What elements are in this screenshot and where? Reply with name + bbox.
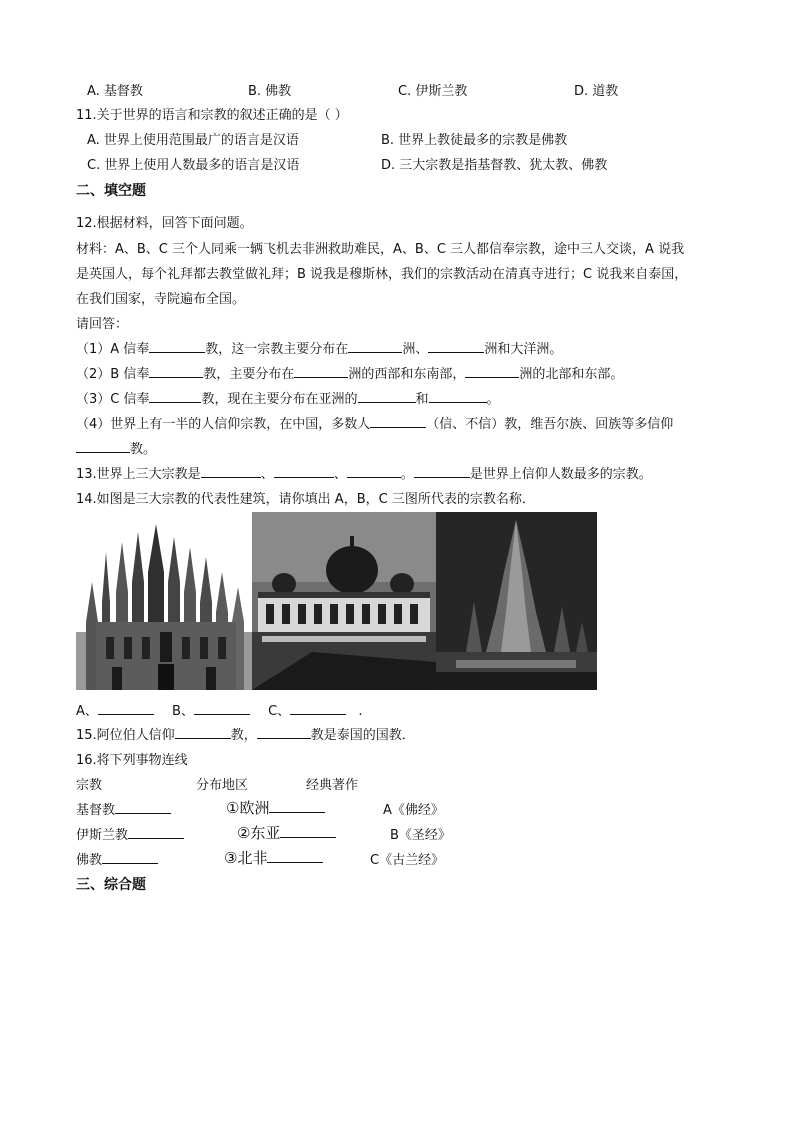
blank[interactable]: [201, 465, 261, 478]
q11-stem: 11.关于世界的语言和宗教的叙述正确的是（ ）: [76, 108, 348, 123]
blank[interactable]: [267, 850, 323, 863]
blank-a[interactable]: [98, 702, 154, 715]
blank[interactable]: [414, 465, 470, 478]
q10-option-c: C. 伊斯兰教: [398, 84, 468, 99]
q16-row1-religion: 基督教: [76, 799, 171, 818]
q12-part3: （3）C 信奉 教，现在主要分布在亚洲的 和 。: [76, 392, 500, 407]
q16-row2-religion: 伊斯兰教: [76, 824, 184, 843]
q16-row3-classic: C《古兰经》: [370, 853, 445, 868]
q14-stem: 14.如图是三大宗教的代表性建筑，请你填出 A，B，C 三图所代表的宗教名称．: [76, 492, 535, 507]
blank[interactable]: [115, 801, 171, 814]
blank[interactable]: [428, 340, 484, 353]
q10-option-b: B. 佛教: [248, 84, 292, 99]
blank[interactable]: [257, 726, 311, 739]
q12-part1: （1）A 信奉 教，这一宗教主要分布在 洲、 洲和大洋洲。: [76, 342, 563, 357]
q16-row2-classic: B《圣经》: [390, 828, 451, 843]
blank[interactable]: [128, 826, 184, 839]
q12-part2: （2）B 信奉 教，主要分布在 洲的西部和东南部， 洲的北部和东部。: [76, 367, 624, 382]
blank-c[interactable]: [290, 702, 346, 715]
q12-prompt: 请回答：: [76, 317, 129, 332]
q10-option-d: D. 道教: [574, 84, 619, 99]
blank[interactable]: [429, 390, 487, 403]
blank[interactable]: [76, 440, 130, 453]
blank[interactable]: [149, 390, 201, 403]
q16-row2-region: ②东亚: [237, 822, 336, 843]
blank[interactable]: [370, 415, 426, 428]
q12-stem: 12.根据材料，回答下面问题。: [76, 216, 253, 231]
q11-option-b: B. 世界上教徒最多的宗教是佛教: [381, 133, 568, 148]
cathedral-photo: [76, 512, 252, 690]
blank[interactable]: [269, 800, 325, 813]
q11-option-d: D. 三大宗教是指基督教、犹太教、佛教: [381, 158, 608, 173]
q10-option-a: A. 基督教: [87, 84, 143, 99]
q15: 15.阿位伯人信仰 教， 教是泰国的国教．: [76, 728, 415, 743]
blank[interactable]: [348, 340, 402, 353]
q16-row1-region: ①欧洲: [226, 797, 325, 818]
section-title-fill-blank: 二、填空题: [76, 183, 146, 199]
q16-row1-classic: A《佛经》: [383, 803, 444, 818]
q12-part4: （4）世界上有一半的人信仰宗教，在中国，多数人 （信、不信）教，维吾尔族、回族等多信仰: [76, 417, 674, 432]
mosque-photo: [252, 512, 436, 690]
blank-b[interactable]: [194, 702, 250, 715]
blank[interactable]: [274, 465, 334, 478]
q16-stem: 16.将下列事物连线: [76, 753, 188, 768]
q12-part4-cont: 教。: [76, 438, 156, 457]
q16-header-classic: 经典著作: [306, 778, 359, 793]
q16-header-religion: 宗教: [76, 778, 103, 793]
blank[interactable]: [149, 340, 205, 353]
q16-header-region: 分布地区: [196, 778, 249, 793]
blank[interactable]: [465, 365, 519, 378]
q11-option-a: A. 世界上使用范围最广的语言是汉语: [87, 133, 299, 148]
q14-answers: A、 B、 C、 .: [76, 704, 363, 719]
q16-row3-region: ③北非: [224, 847, 323, 868]
q12-material-line3: 在我们国家，寺院遍布全国。: [76, 292, 246, 307]
q12-material-line1: 材料：A、B、C 三个人同乘一辆飞机去非洲救助难民，A、B、C 三人都信奉宗教，途中三人交谈，A 说我: [76, 242, 685, 257]
blank[interactable]: [294, 365, 348, 378]
section-title-comprehensive: 三、综合题: [76, 877, 146, 893]
blank[interactable]: [149, 365, 203, 378]
blank[interactable]: [347, 465, 401, 478]
q11-option-c: C. 世界上使用人数最多的语言是汉语: [87, 158, 300, 173]
blank[interactable]: [358, 390, 416, 403]
q12-material-line2: 是英国人，每个礼拜都去教堂做礼拜；B 说我是穆斯林，我们的宗教活动在清真寺进行；C 说我来自泰国，: [76, 267, 688, 282]
blank[interactable]: [102, 851, 158, 864]
q16-row3-religion: 佛教: [76, 849, 158, 868]
q13: 13.世界上三大宗教是 、 、 。 是世界上信仰人数最多的宗教。: [76, 467, 652, 482]
blank[interactable]: [280, 825, 336, 838]
pagoda-photo: [436, 512, 597, 690]
blank[interactable]: [175, 726, 231, 739]
